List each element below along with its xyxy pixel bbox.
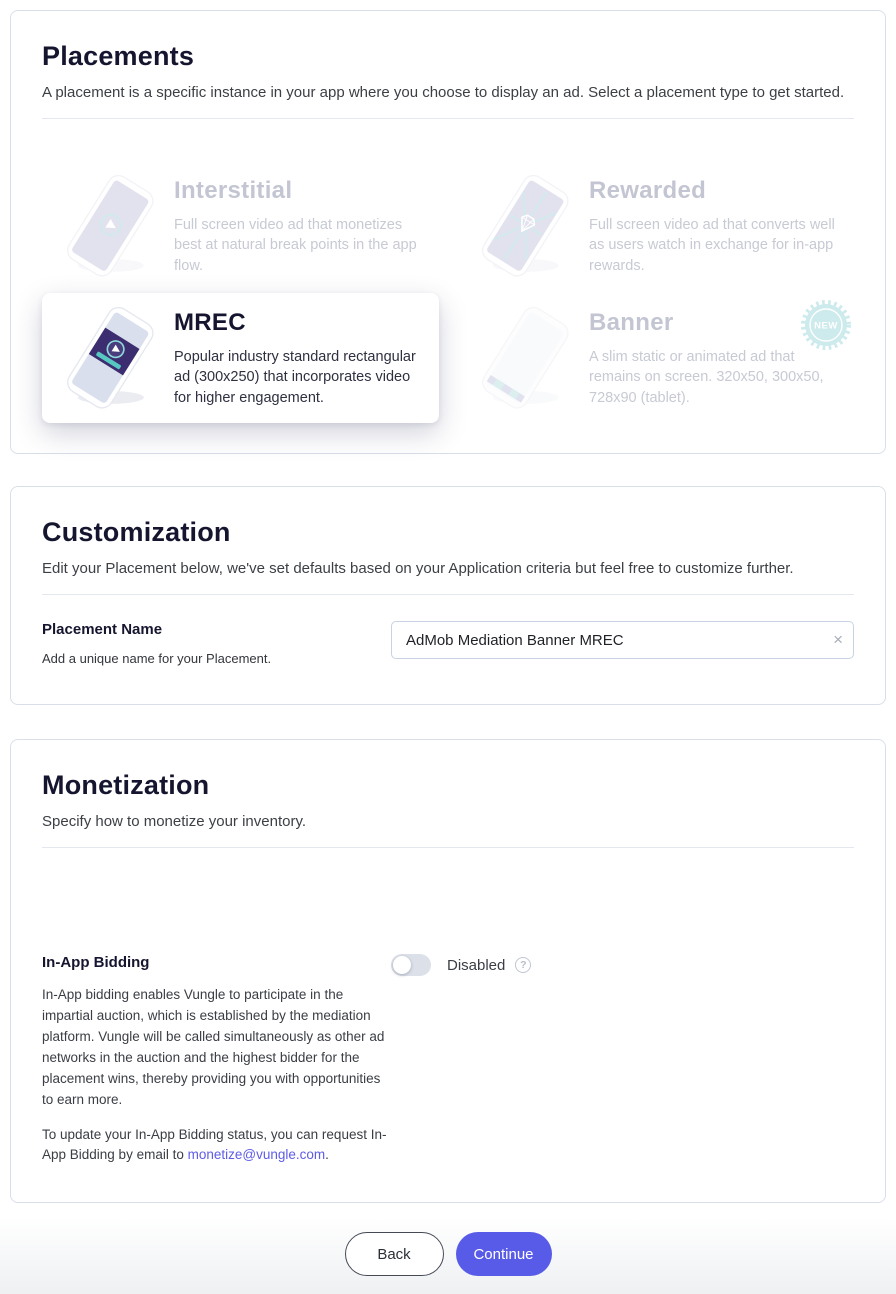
- new-badge-label: NEW: [814, 320, 838, 332]
- in-app-bidding-contact: To update your In-App Bidding status, you can request In-App Bidding by email to monetize@vungle.com.: [42, 1126, 387, 1163]
- placement-name-label: Placement Name: [42, 621, 163, 638]
- option-desc-banner: A slim static or animated ad that remains on screen. 320x50, 300x50, 728x90 (tablet).: [589, 349, 824, 406]
- in-app-bidding-status: Disabled: [447, 956, 506, 974]
- placements-card: [10, 10, 886, 454]
- mrec-phone-icon: [54, 303, 164, 413]
- placement-option-rewarded[interactable]: [457, 161, 854, 291]
- toggle-knob: [393, 956, 411, 974]
- customization-title: Customization: [42, 517, 231, 547]
- placement-option-mrec[interactable]: [42, 293, 439, 423]
- divider: [42, 594, 854, 595]
- in-app-bidding-label: In-App Bidding: [42, 954, 150, 971]
- banner-phone-icon: [469, 303, 579, 413]
- placement-option-banner[interactable]: [457, 293, 854, 423]
- in-app-bidding-description: In-App bidding enables Vungle to participate in the impartial auction, which is established by the mediation platform. Vungle will be called simultaneously as other ad networks in the auction and the highest bidder for the placement wins, thereby providing you with opportunities to earn more.: [42, 987, 385, 1107]
- interstitial-phone-icon: [54, 171, 164, 281]
- option-desc-interstitial: Full screen video ad that monetizes best at natural break points in the app flow.: [174, 217, 417, 274]
- placement-option-interstitial[interactable]: [42, 161, 439, 291]
- clear-input-icon[interactable]: ×: [833, 630, 843, 649]
- divider: [42, 118, 854, 119]
- placements-subtitle: A placement is a specific instance in your app where you choose to display an ad. Select a placement type to get started.: [42, 84, 845, 101]
- option-title-interstitial: Interstitial: [174, 177, 293, 204]
- option-desc-mrec: Popular industry standard rectangular ad (300x250) that incorporates video for higher engagement.: [174, 349, 416, 406]
- customization-subtitle: Edit your Placement below, we've set defaults based on your Application criteria but feel free to customize further.: [42, 560, 794, 577]
- in-app-bidding-row: [42, 954, 854, 1166]
- continue-button[interactable]: Continue: [456, 1232, 552, 1276]
- monetization-card: [10, 739, 886, 1203]
- customization-card: [10, 486, 886, 705]
- option-desc-rewarded: Full screen video ad that converts well as users watch in exchange for in-app rewards.: [589, 217, 835, 274]
- placement-options-grid: [42, 161, 854, 423]
- option-title-rewarded: Rewarded: [589, 177, 707, 204]
- divider: [42, 847, 854, 848]
- monetization-subtitle: Specify how to monetize your inventory.: [42, 813, 307, 830]
- help-icon[interactable]: ?: [515, 957, 531, 973]
- footer-actions: [0, 1232, 896, 1294]
- monetize-email-link[interactable]: monetize@vungle.com: [187, 1147, 326, 1163]
- placements-title: Placements: [42, 41, 195, 71]
- in-app-bidding-toggle[interactable]: [391, 954, 431, 976]
- rewarded-phone-icon: [469, 171, 579, 281]
- option-title-banner: Banner: [589, 309, 674, 336]
- placement-name-help: Add a unique name for your Placement.: [42, 651, 272, 666]
- placement-name-row: [42, 621, 854, 666]
- back-button[interactable]: Back: [345, 1232, 444, 1276]
- placement-name-input[interactable]: [391, 621, 854, 659]
- new-badge-icon: [800, 299, 852, 351]
- option-title-mrec: MREC: [174, 309, 246, 336]
- monetization-title: Monetization: [42, 770, 210, 800]
